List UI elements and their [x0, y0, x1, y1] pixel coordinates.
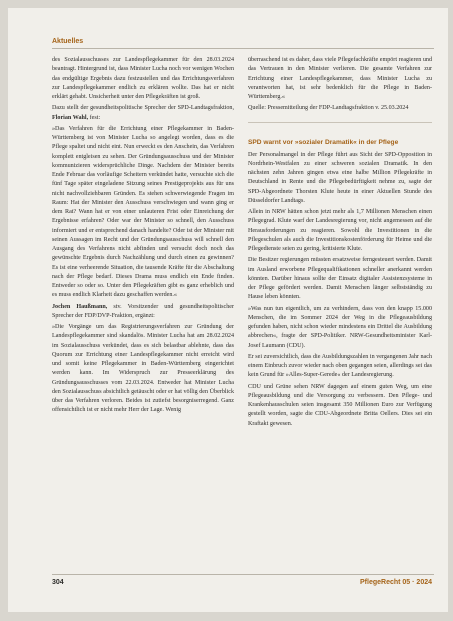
paragraph: Der Personalmangel in der Pflege führt aus Sicht der SPD-Opposition in Nordrhein-Westfalen zu einer schweren sozialen Dramatik. In den nächsten zehn Jahren gingen etwa eine halbe Million Pflegekräfte in Deutschland in Rente und die Pflegebedürftigkeit nehme zu, sagte der SPD-Abgeordnete Thorsten Klute heute in einer Aktuellen Stunde des Düsseldorfer Landtags.: [248, 151, 432, 204]
quote-paragraph: »Die Vorgänge um das Registrierungsverfahren zur Gründung der Landespflegekammer sind skandalös. Minister Lucha hat am 28.02.2024 im Sozialausschuss verkündet, dass es sich belastbar ablehnte, dass das Quorum zur Errichtung einer Landespflegekammer nicht erreicht wird und somit keine Pflegekammer in Baden-Württemberg eingerichtet werden kann. Im Widerspruch zur Presseerklärung des Gründungsausschusses vom 22.03.2024. Entweder hat Minister Lucha den Sozialausschuss absichtlich getäuscht oder er hat völlig den Überblick über das Verfahren verloren. Beides ist zutiefst besorgniserregend. Ganz offensichtlich ist er nicht mehr Herr der Lage. Wenig: [52, 324, 234, 414]
speaker-name: Florian Wahl,: [52, 114, 89, 121]
header-rule: [52, 48, 434, 49]
paragraph-intro: Dazu stellt der gesundheitspolitische Sprecher der SPD-Landtagsfraktion,: [52, 105, 234, 112]
right-column: [248, 56, 432, 431]
paragraph: CDU und Grüne sehen NRW dagegen auf einem guten Weg, um eine Pflegeausbildung und die Versorgung zu verbessern. Den Pflege- und Krankenhausschulen seien insgesamt 350 Millionen Euro zur Verfügung gestellt worden, sagte die CDU-Abgeordnete Britta Oellers. Dies sei ein Kraftakt gewesen.: [248, 383, 432, 427]
paragraph: des Sozialausschusses zur Landespflegekammer für den 28.03.2024 beantragt. Hintergrund ist, dass Minister Lucha noch vor wenigen Wochen das endgültige Ergebnis dazu festzustellen und das Errichtungsverfahren zur Landespflegekammer endlich zu erklären wollte. Das hat er nicht erklärt gehabt. Unsicherheit unter den Pflegekräften ist groß.: [52, 57, 234, 100]
paragraph: [52, 104, 234, 123]
paragraph-rest: stv. Vorsitzender und gesundheitspolitischer Sprecher der FDP/DVP-Fraktion, ergänzt:: [52, 303, 234, 319]
section-divider: [248, 122, 432, 123]
left-column: [52, 56, 234, 418]
article-heading: SPD warnt vor »sozialer Dramatik« in der Pflege: [248, 138, 399, 146]
paragraph: Allein in NRW hätten schon jetzt mehr als 1,7 Millionen Menschen einen Pflegegrad. Klute warf der Landesregierung vor, nicht angemessen auf die Herausforderungen zu reagieren. Sowohl die Investitionen in die Pflegeschulen als auch die Investitionskostenförderung für Heime und die Pflegedienste seien zu gering, kritisierte Klute.: [248, 209, 432, 252]
paragraph: überraschend ist es daher, dass viele Pflegefachkräfte empört reagieren und das Vertrauen in den Minister verlieren. Die gesamte Verfahren zur Errichtung einer Landespflegekammer, dass Minister Lucha zu verantworten hat, ist sehr bedenklich für die Pflege in Baden-Württemberg.«: [248, 57, 432, 100]
issue-label: PflegeRecht 05 · 2024: [360, 579, 432, 586]
speaker-name: Jochen Haußmann,: [52, 303, 108, 310]
paragraph-end: fest:: [89, 114, 101, 121]
quote-paragraph: »Das Verfahren für die Errichtung einer Pflegekammer in Baden-Württemberg ist von Minister Lucha so angelegt worden, dass es die Pflege spaltet und nicht eint. Nun erweckt es den Anschein, das Verfahren komplett entgleisen zu sehen. Der Gründungsausschuss und der Minister kommunizieren widersprüchliche Dinge. Nachdem der Minister bereits Ende Februar das vorläufige Scheitern verkündet hatte, versuchte sich die fünf Tage später eingeladene Sitzung seines Prestigeprojekts aus für uns nicht nachvollziehbaren Gründen. Es stehen schwerwiegende Fragen im Raum: Hat der Minister den Ausschuss verschwiegen und wann ging er dem Rat? Wann hat er von einer unlauteren Frist oder Einreichung der Ergebnisse erfahren? Oder war der Minister so schnell, den Ausschuss informiert und er entsprechend danach handelte? Oder ist der Minister mit seinen Aussagen im Recht und der Gründungsausschuss will schnell den Ausgang des Verfahrens nicht abfinden und versucht doch noch das gewünschte Ergebnis durch Nachzählung und durch einen zu gewinnen? Es ist eine verheerende Situation, die tausende Kräfte für die Abschaltung nach der Pflege bedarf. Dieses Drama muss endlich ein Ende finden. Entweder so oder so. Unter den Pflegekräften gibt es ganz erheblich und es muss endlich Klarheit dazu geschaffen werden.«: [52, 125, 234, 299]
paragraph: Er sei zuversichtlich, dass die Ausbildungszahlen in vergangenen Jahr nach einem Einbruch zuvor wieder nach oben gegangen seien, allerdings sei das kein Grund für »Alles-Super-Gerede« der Landesregierung.: [248, 353, 432, 379]
section-label: Aktuelles: [52, 38, 84, 45]
footer-rule: [52, 574, 434, 575]
paragraph: »Was nun tun eigentlich, um zu verhindern, dass von den knapp 15.000 Menschen, die im Sommer 2024 der Weg in die Pflegeausbildung gefunden haben, nicht schon wieder mindestens ein Drittel die Ausbildung abbrechen«, fragte der SPD-Politiker. NRW-Gesundheitsminister Karl-Josef Laumann (CDU).: [248, 305, 432, 349]
magazine-page: [8, 8, 448, 612]
source-note: Quelle: Pressemitteilung der FDP-Landtagsfraktion v. 25.03.2024: [248, 105, 409, 112]
paragraph: [52, 303, 234, 322]
page-number: 304: [52, 579, 64, 586]
paragraph: Die Besitzer regierungen müssten ersatzweise ferngesteuert werden. Damit im Ausland erworbene Pflegequalifikationen schneller anerkannt werden könnten. Darüber hinaus sollte der Einsatz digitaler Assistenzsysteme in der Pflege gefördert werden. Damit Menschen länger selbstständig zu Hause leben könnten.: [248, 257, 432, 301]
